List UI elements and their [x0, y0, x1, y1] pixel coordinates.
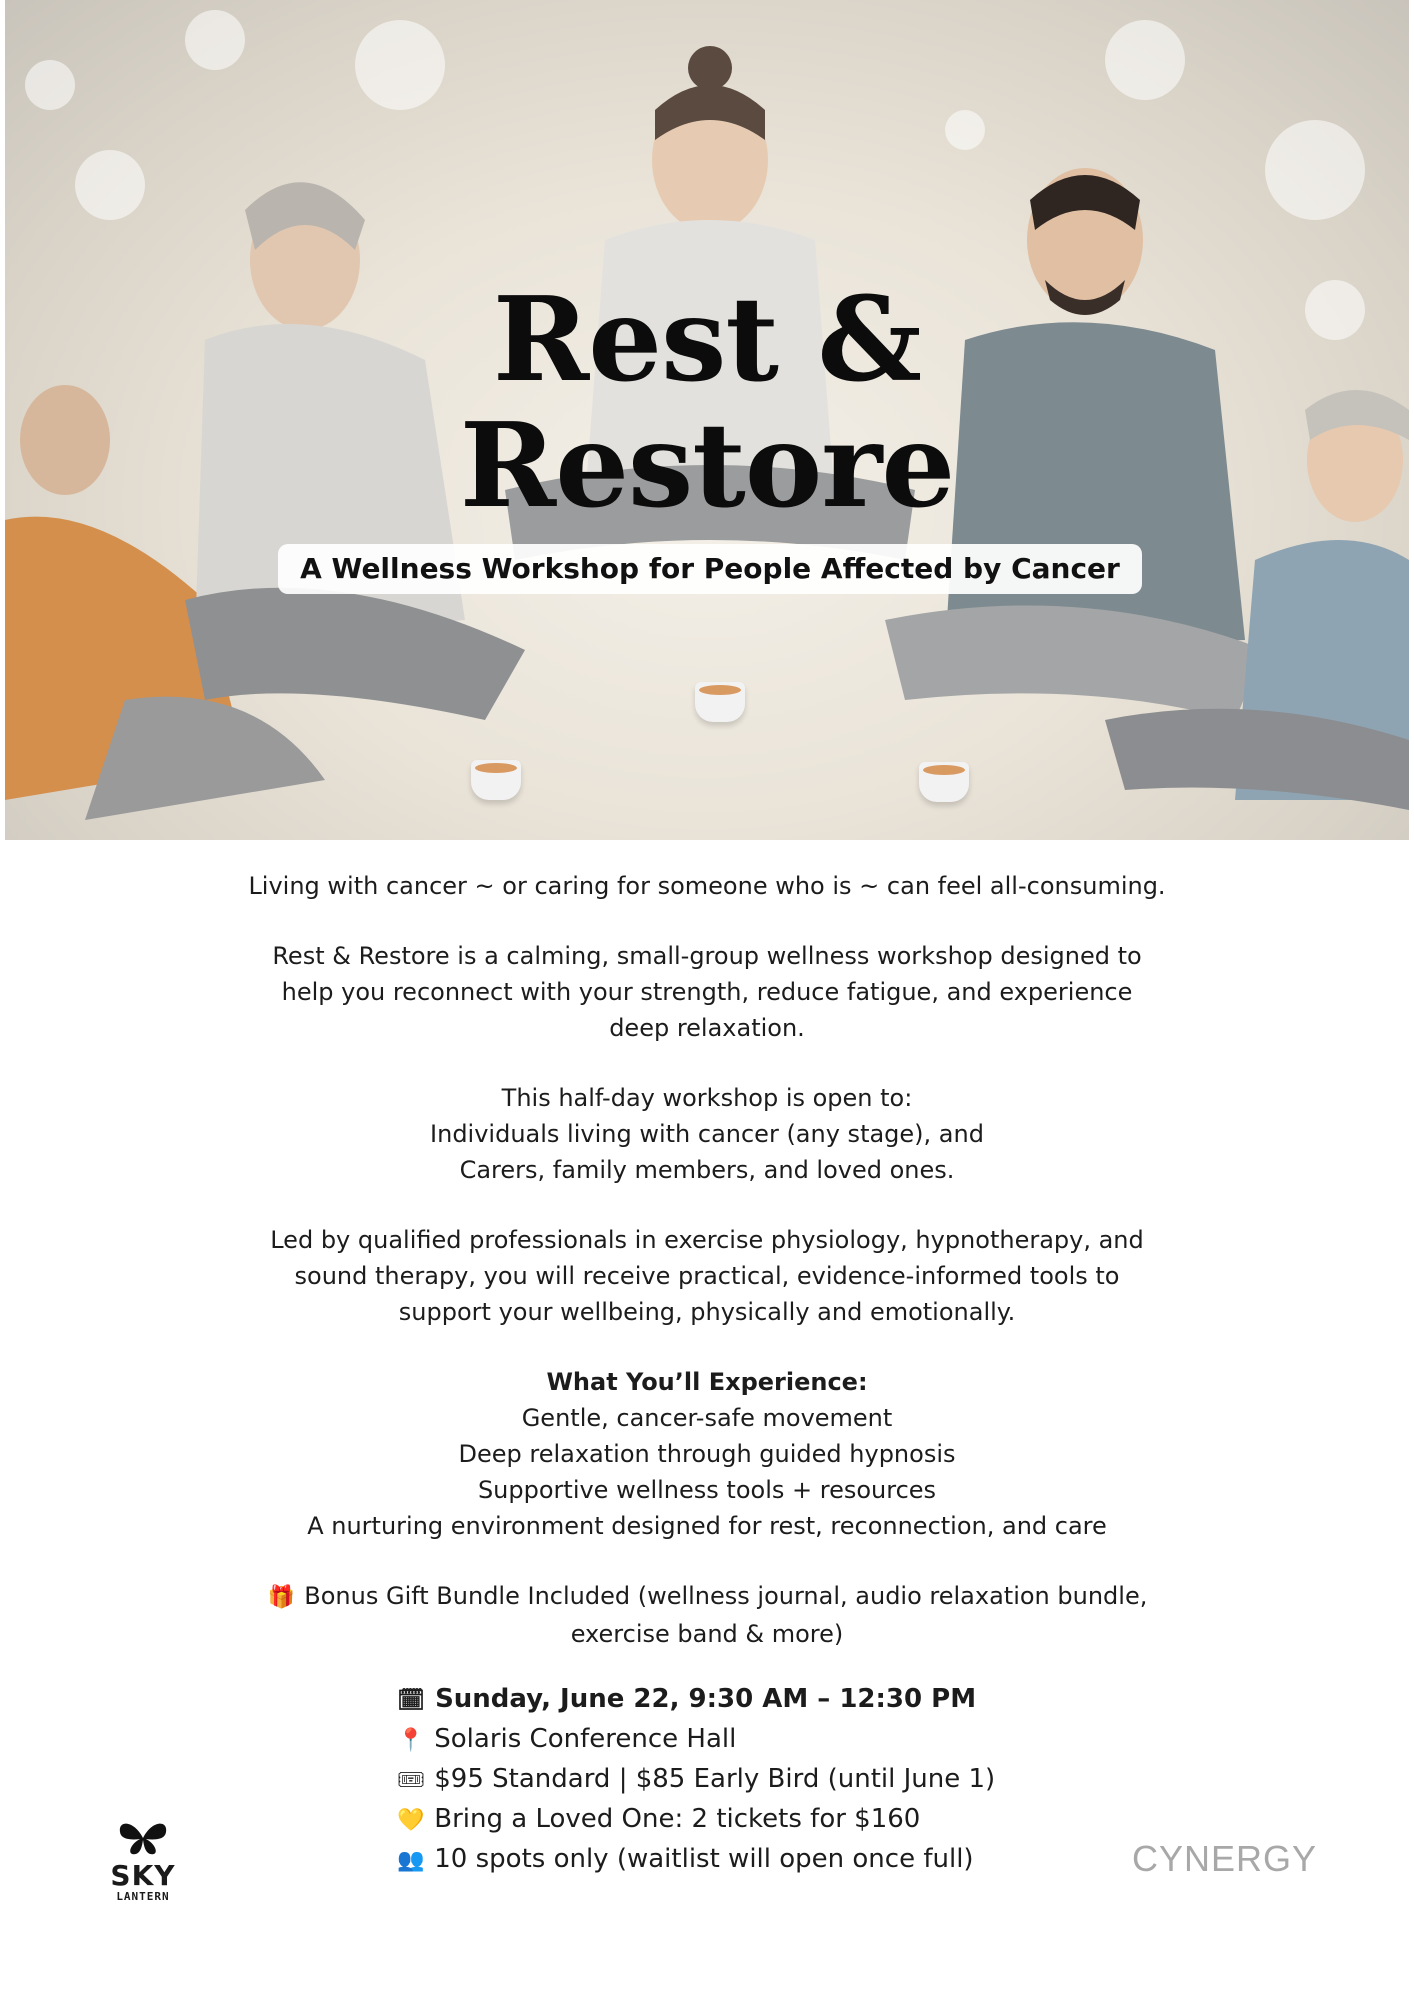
event-date: Sunday, June 22, 9:30 AM – 12:30 PM [435, 1684, 977, 1714]
intro-paragraph: Living with cancer ~ or caring for someone who is ~ can feel all-consuming. [248, 872, 1166, 900]
spots-available: 10 spots only (waitlist will open once full) [434, 1844, 974, 1874]
loved-one-offer: Bring a Loved One: 2 tickets for $160 [434, 1804, 921, 1834]
experience-item: A nurturing environment designed for rest, reconnection, and care [307, 1512, 1107, 1540]
bonus-line [120, 1578, 1294, 1616]
ticket-icon: 🎟 [397, 1768, 425, 1793]
logo-text-sky: SKY [110, 1859, 176, 1892]
event-venue: Solaris Conference Hall [434, 1724, 737, 1754]
loved-one-row [396, 1800, 995, 1840]
bonus-text: Bonus Gift Bundle Included (wellness journal, audio relaxation bundle, [304, 1582, 1148, 1610]
bonus-line: exercise band & more) [570, 1620, 844, 1648]
facilitators-line: support your wellbeing, physically and emotionally. [398, 1298, 1016, 1326]
logo-text-lantern: LANTERN [116, 1890, 170, 1903]
experience-item: Supportive wellness tools + resources [477, 1476, 937, 1504]
experience-item: Deep relaxation through guided hypnosis [458, 1440, 956, 1468]
subtitle: A Wellness Workshop for People Affected by Cancer [278, 544, 1142, 594]
description-line: Rest & Restore is a calming, small-group wellness workshop designed to [272, 942, 1142, 970]
experience-item: Gentle, cancer-safe movement [521, 1404, 893, 1432]
event-price-row [396, 1760, 995, 1800]
experience-heading: What You’ll Experience: [546, 1368, 868, 1396]
butterfly-icon [116, 1818, 170, 1858]
event-details [396, 1680, 995, 1880]
tea-cup-icon [919, 762, 969, 802]
facilitators-line: sound therapy, you will receive practical, evidence-informed tools to [294, 1262, 1120, 1290]
people-icon: 👥 [397, 1848, 425, 1873]
spots-row [396, 1840, 995, 1880]
cynergy-logo: CYNERGY [1132, 1838, 1318, 1879]
heart-icon: 💛 [397, 1808, 425, 1833]
title-line1: Rest & [492, 272, 922, 408]
event-venue-row [396, 1720, 995, 1760]
tea-cup-icon [471, 760, 521, 800]
description-line: deep relaxation. [609, 1014, 805, 1042]
title-line2: Restore [459, 398, 955, 534]
description-line: help you reconnect with your strength, reduce fatigue, and experience [281, 978, 1133, 1006]
intro-block [120, 868, 1294, 1652]
sky-lantern-logo [108, 1818, 178, 1903]
location-pin-icon: 📍 [397, 1728, 425, 1753]
facilitators-line: Led by qualified professionals in exercise physiology, hypnotherapy, and [270, 1226, 1144, 1254]
event-price: $95 Standard | $85 Early Bird (until June 1) [434, 1764, 996, 1794]
tea-cup-icon [695, 682, 745, 722]
audience-line: Individuals living with cancer (any stage), and [430, 1120, 984, 1148]
event-date-row [396, 1680, 995, 1720]
calendar-icon: 🗓 [397, 1688, 425, 1713]
audience-line: This half-day workshop is open to: [501, 1084, 913, 1112]
audience-line: Carers, family members, and loved ones. [459, 1156, 955, 1184]
gift-icon: 🎁 [267, 1585, 296, 1610]
